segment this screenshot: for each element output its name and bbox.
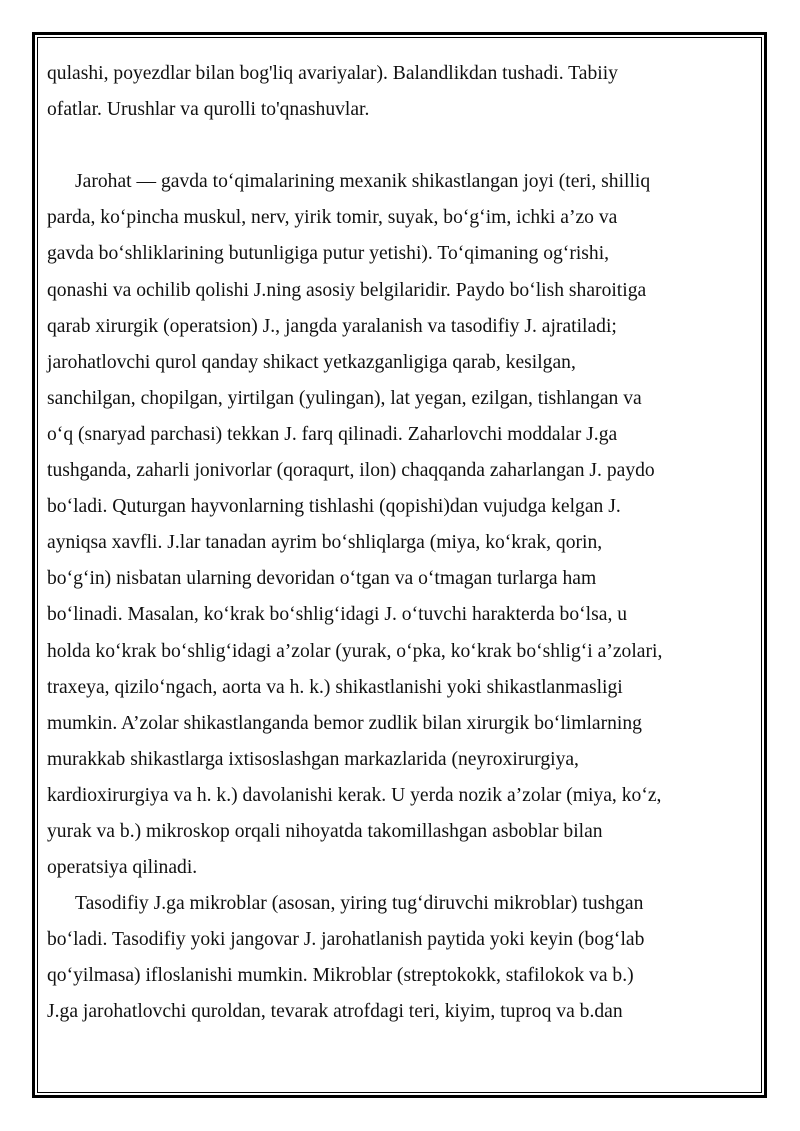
- paragraph-2: [47, 164, 737, 886]
- text-line: ofatlar. Urushlar va qurolli to'qnashuvlar.: [47, 99, 370, 121]
- text-line: qulashi, poyezdlar bilan bog'liq avariyalar). Balandlikdan tushadi. Tabiiy: [47, 63, 618, 84]
- text-line: Jarohat — gavda to‘qimalarining mexanik shikastlangan joyi (teri, shilliq: [75, 171, 651, 193]
- text-line: yurak va b.) mikroskop orqali nihoyatda takomillashgan asboblar bilan: [47, 820, 603, 842]
- text-line: bo‘ladi. Quturgan hayvonlarning tishlashi (qopishi)dan vujudga kelgan J.: [47, 496, 621, 518]
- text-line: holda ko‘krak bo‘shlig‘idagi a’zolar (yurak, o‘pka, ko‘krak bo‘shlig‘i a’zolari,: [47, 640, 663, 662]
- text-line: bo‘g‘in) nisbatan ularning devoridan o‘tgan va o‘tmagan turlarga ham: [47, 568, 597, 590]
- text-line: mumkin. A’zolar shikastlanganda bemor zudlik bilan xirurgik bo‘limlarning: [47, 712, 642, 734]
- text-line: jarohatlovchi qurol qanday shikact yetkazganligiga qarab, kesilgan,: [47, 351, 576, 373]
- document-body: [47, 56, 737, 1031]
- paragraph-3: [47, 886, 737, 1030]
- text-line: kardioxirurgiya va h. k.) davolanishi kerak. U yerda nozik a’zolar (miya, ko‘z,: [47, 784, 662, 806]
- text-line: sanchilgan, chopilgan, yirtilgan (yulingan), lat yegan, ezilgan, tishlangan va: [47, 387, 642, 409]
- text-line: bo‘ladi. Tasodifiy yoki jangovar J. jarohatlanish paytida yoki keyin (bog‘lab: [47, 929, 645, 951]
- text-line: traxeya, qizilo‘ngach, aorta va h. k.) shikastlanishi yoki shikastlanmasligi: [47, 676, 623, 698]
- text-line: ayniqsa xavfli. J.lar tanadan ayrim bo‘shliqlarga (miya, ko‘krak, qorin,: [47, 532, 603, 554]
- paragraph-spacer: [47, 128, 737, 164]
- text-line: bo‘linadi. Masalan, ko‘krak bo‘shlig‘idagi J. o‘tuvchi harakterda bo‘lsa, u: [47, 604, 628, 626]
- text-line: murakkab shikastlarga ixtisoslashgan markazlarida (neyroxirurgiya,: [47, 748, 579, 770]
- text-line: Tasodifiy J.ga mikroblar (asosan, yiring tug‘diruvchi mikroblar) tushgan: [75, 893, 644, 915]
- text-line: gavda bo‘shliklarining butunligiga putur yetishi). To‘qimaning og‘rishi,: [47, 243, 610, 265]
- text-line: qo‘yilmasa) ifloslanishi mumkin. Mikroblar (streptokokk, stafilokok va b.): [47, 965, 634, 987]
- text-line: J.ga jarohatlovchi quroldan, tevarak atrofdagi teri, kiyim, tuproq va b.dan: [47, 1001, 623, 1023]
- text-line: qonashi va ochilib qolishi J.ning asosiy belgilaridir. Paydo bo‘lish sharoitiga: [47, 279, 647, 301]
- text-line: o‘q (snaryad parchasi) tekkan J. farq qilinadi. Zaharlovchi moddalar J.ga: [47, 423, 618, 445]
- paragraph-1: [47, 56, 737, 128]
- text-line: operatsiya qilinadi.: [47, 857, 198, 879]
- text-line: tushganda, zaharli jonivorlar (qoraqurt, ilon) chaqqanda zaharlangan J. paydo: [47, 460, 655, 482]
- text-line: qarab xirurgik (operatsion) J., jangda yaralanish va tasodifiy J. ajratiladi;: [47, 315, 617, 337]
- text-line: parda, ko‘pincha muskul, nerv, yirik tomir, suyak, bo‘g‘im, ichki a’zo va: [47, 207, 618, 229]
